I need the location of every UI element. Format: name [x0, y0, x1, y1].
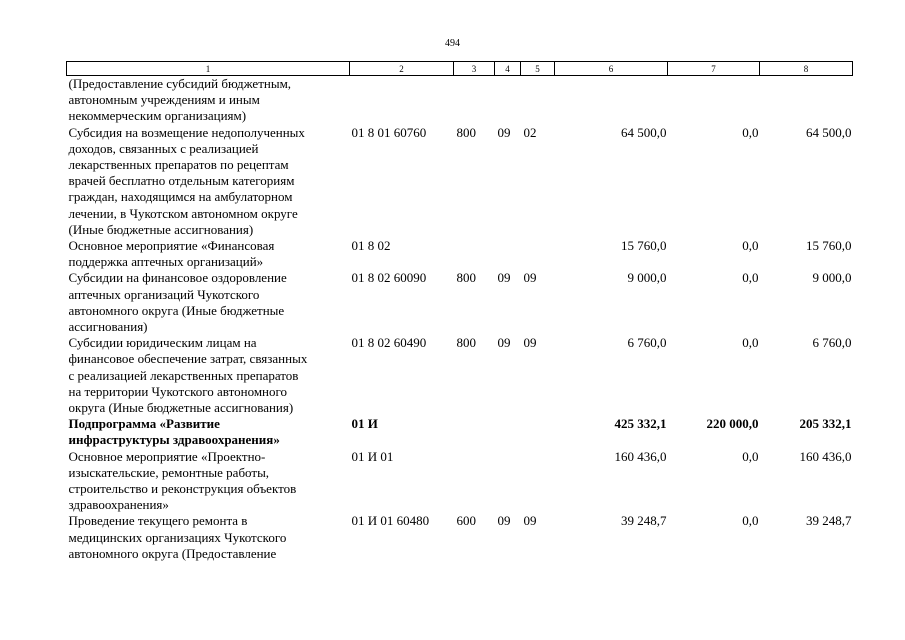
row-amount-regional: 205 332,1 — [799, 416, 852, 432]
table-row — [67, 125, 853, 238]
table-row — [67, 513, 853, 562]
row-section — [495, 238, 521, 270]
table-row — [67, 76, 853, 125]
row-code: 01 8 02 — [351, 238, 391, 254]
row-code: 01 И — [351, 416, 378, 432]
row-subsection: 09 — [523, 335, 537, 351]
row-subsection — [521, 238, 555, 270]
row-amount-regional: 160 436,0 — [799, 448, 852, 464]
row-section — [495, 449, 521, 514]
row-expense-type — [454, 449, 495, 514]
row-name: Основное мероприятие «Проектно- изыскательские, ремонтные работы, строительство и реконструкция объектов здравоохранения» — [68, 448, 297, 513]
row-amount-total — [555, 76, 668, 125]
row-code — [350, 76, 454, 125]
row-subsection — [521, 449, 555, 514]
row-amount-total: 64 500,0 — [621, 124, 667, 140]
column-header: 6 — [555, 62, 668, 76]
row-expense-type: 800 — [456, 270, 476, 286]
row-amount-federal: 220 000,0 — [706, 416, 759, 432]
row-amount-total: 9 000,0 — [627, 270, 667, 286]
row-amount-federal: 0,0 — [742, 270, 759, 286]
row-amount-regional: 15 760,0 — [806, 238, 852, 254]
column-header: 3 — [454, 62, 495, 76]
column-header: 2 — [350, 62, 454, 76]
row-expense-type — [454, 416, 495, 448]
table-row — [67, 270, 853, 335]
row-amount-regional: 6 760,0 — [812, 335, 852, 351]
row-subsection: 09 — [523, 270, 537, 286]
row-name: Субсидии на финансовое оздоровление аптечных организаций Чукотского автономного округа (Иные бюджетные ассигнования) — [68, 270, 287, 335]
row-name: Проведение текущего ремонта в медицинских организациях Чукотского автономного округа (Предоставление — [68, 513, 287, 561]
row-expense-type — [454, 238, 495, 270]
row-expense-type: 800 — [456, 124, 476, 140]
row-section: 09 — [497, 335, 511, 351]
row-amount-regional: 39 248,7 — [806, 513, 852, 529]
row-code: 01 8 01 60760 — [351, 124, 427, 140]
row-name: Субсидии юридическим лицам на финансовое обеспечение затрат, связанных с реализацией лекарственных препаратов на территории Чукотского автономного округа (Иные бюджетные ассигнования) — [68, 335, 308, 416]
row-amount-regional: 9 000,0 — [812, 270, 852, 286]
row-amount-federal: 0,0 — [742, 448, 759, 464]
row-expense-type — [454, 76, 495, 125]
row-name: (Предоставление субсидий бюджетным, автономным учреждениям и иным некоммерческим организациям) — [68, 76, 292, 124]
column-header: 5 — [521, 62, 555, 76]
table-body — [67, 76, 853, 563]
row-amount-total: 425 332,1 — [614, 416, 667, 432]
table-row — [67, 449, 853, 514]
row-code: 01 8 02 60490 — [351, 335, 427, 351]
row-amount-federal: 0,0 — [742, 335, 759, 351]
page-number: 494 — [445, 38, 460, 49]
row-subsection: 09 — [523, 513, 537, 529]
row-expense-type: 600 — [456, 513, 476, 529]
row-section: 09 — [497, 124, 511, 140]
row-amount-federal: 0,0 — [742, 238, 759, 254]
row-amount-federal: 0,0 — [742, 124, 759, 140]
column-header: 4 — [495, 62, 521, 76]
row-code: 01 И 01 60480 — [351, 513, 430, 529]
table-row — [67, 335, 853, 416]
row-name: Основное мероприятие «Финансовая поддержка аптечных организаций» — [68, 238, 275, 270]
row-amount-total: 15 760,0 — [621, 238, 667, 254]
row-code: 01 8 02 60090 — [351, 270, 427, 286]
table-row — [67, 416, 853, 448]
row-section — [495, 76, 521, 125]
column-header: 8 — [760, 62, 853, 76]
row-section: 09 — [497, 513, 511, 529]
row-name: Субсидия на возмещение недополученных доходов, связанных с реализацией лекарственных препаратов по рецептам врачей бесплатно отдельным категориям граждан, находящимся на амбулаторном лечении, в Чукотском автономном округе (Иные бюджетные ассигнования) — [68, 124, 305, 237]
row-expense-type: 800 — [456, 335, 476, 351]
row-amount-total: 6 760,0 — [627, 335, 667, 351]
row-amount-federal: 0,0 — [742, 513, 759, 529]
row-section — [495, 416, 521, 448]
row-subsection — [521, 76, 555, 125]
row-subsection: 02 — [523, 124, 537, 140]
row-section: 09 — [497, 270, 511, 286]
column-header: 7 — [668, 62, 760, 76]
column-header: 1 — [67, 62, 350, 76]
header-row — [67, 62, 853, 76]
budget-table — [66, 61, 853, 562]
row-amount-total: 39 248,7 — [621, 513, 667, 529]
row-amount-federal — [668, 76, 760, 125]
row-code: 01 И 01 — [351, 448, 394, 464]
row-name: Подпрограмма «Развитие инфраструктуры здравоохранения» — [68, 416, 280, 448]
row-subsection — [521, 416, 555, 448]
row-amount-total: 160 436,0 — [614, 448, 667, 464]
row-amount-regional — [760, 76, 853, 125]
table-row — [67, 238, 853, 270]
row-amount-regional: 64 500,0 — [806, 124, 852, 140]
